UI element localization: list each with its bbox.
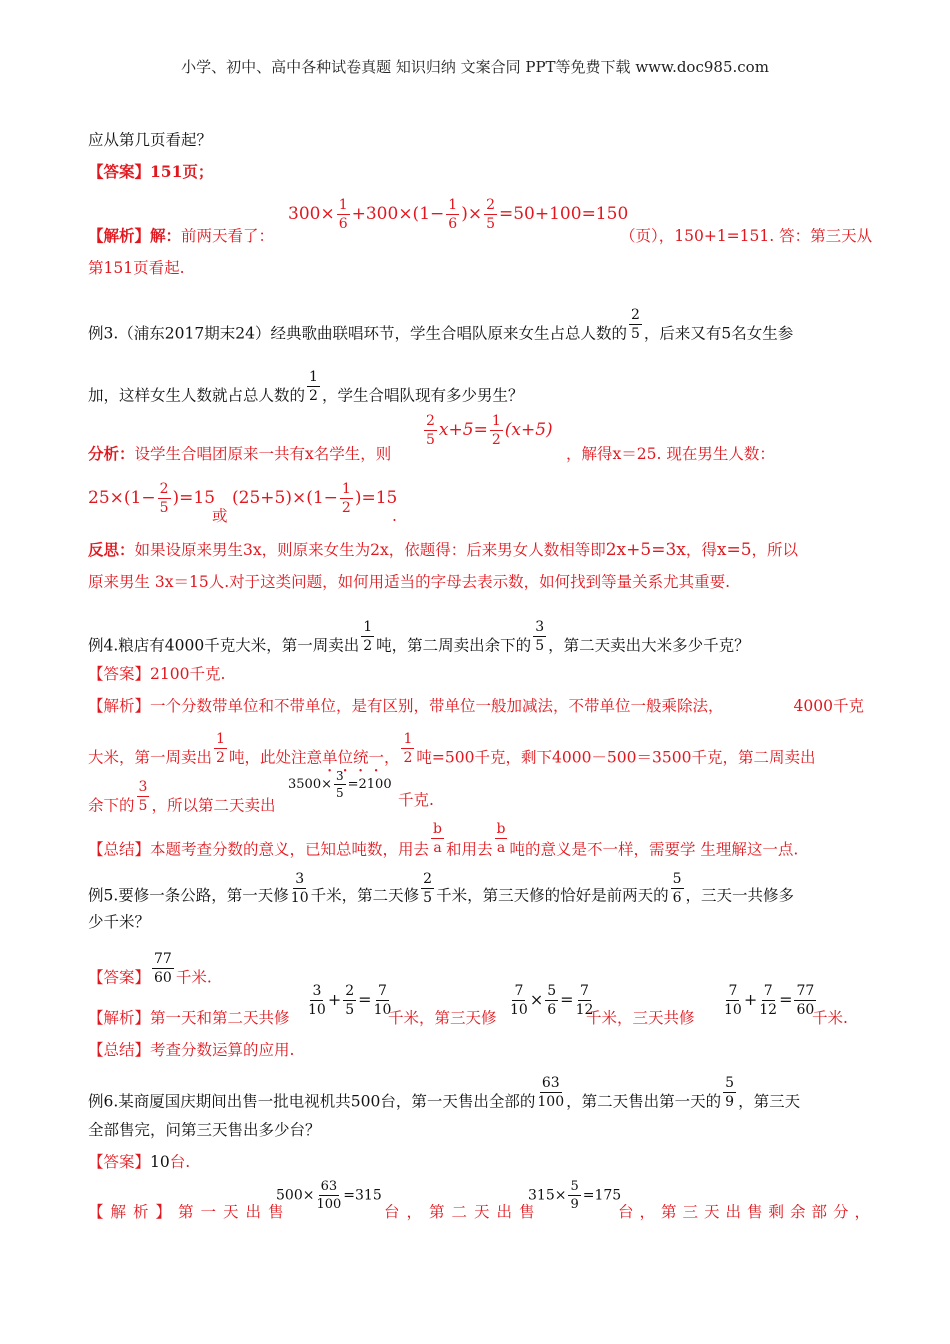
unit-kg: 千克. <box>398 791 434 809</box>
answer-line: 【答案】2100千克. <box>88 665 226 683</box>
summary-line: 【总结】考查分数运算的应用. <box>88 1041 295 1059</box>
solution-tag: 【解析】 <box>88 226 151 245</box>
question-line: 应从第几页看起？ <box>88 131 213 149</box>
example-3-line-1: 例3.（浦东2017期末24）经典歌曲联唱环节，学生合唱队原来女生占总人数的 $\frac{2}{5}$ ，后来又有5名女生参 <box>88 307 794 343</box>
answer-value: 151页； <box>150 162 214 181</box>
formula-third-day: $\frac{7}{10}$ × $\frac{5}{6}$ = $\frac{7}{12}$ <box>510 983 594 1018</box>
summary-line: 【总结】本题考查分数的意义，已知总吨数，用去 $\frac{b}{a}$ 和用去 $\frac{b}{a}$ 吨的意义是不一样，需要学 生理解这一点. <box>88 821 799 859</box>
solution-tail: 千米. <box>812 1009 848 1027</box>
solution-line: 【解析】第一天出售 <box>88 1203 291 1221</box>
formula-day-one: 500× $\frac{63}{100}$ =315 <box>276 1179 382 1212</box>
solution-line-tail: （页），150+1=151. 答：第三天从 <box>620 227 873 245</box>
example-5-line-1: 例5.要修一条公路，第一天修 $\frac{3}{10}$ 千米，第二天修 $\frac{2}{5}$ 千米，第三天修的恰好是前两天的 $\frac{5}{6}$ ，三天一共修多 <box>88 871 795 906</box>
answer-line: 【答案】10台. <box>88 1153 191 1171</box>
formula-men-2: (25+5)×(1− $\frac{1}{2}$ )=15 <box>232 481 398 516</box>
solution-mid: 台，第二天出售 <box>384 1203 542 1221</box>
formula-equation: $\frac{2}{5}$ x+5= $\frac{1}{2}$ (x+5) <box>426 413 553 448</box>
formula-total: $\frac{7}{10}$ + $\frac{7}{12}$ = $\frac{77}{60}$ <box>724 983 815 1018</box>
solution-line: 【解析】一个分数带单位和不带单位，是有区别，带单位一般加减法，不带单位一般乘除法， 4000千克 <box>88 697 864 715</box>
answer-line: 【答案】 $\frac{77}{60}$ 千米. <box>88 951 212 987</box>
reflection-line: 反思：如果设原来男生3x，则原来女生为2x，依题得：后来男女人数相等即2x+5=3x，得x=5，所以 <box>88 540 799 560</box>
page-header: 小学、初中、高中各种试卷真题 知识归纳 文案合同 PPT等免费下载 www.doc985.com <box>181 58 769 76</box>
reflection-line-2: 原来男生 3x＝15人.对于这类问题，如何用适当的字母去表示数，如何找到等量关系尤其重要. <box>88 573 731 591</box>
formula-first-two-days: $\frac{3}{10}$ + $\frac{2}{5}$ = $\frac{7}{10}$ <box>308 983 392 1018</box>
example-3-line-2: 加，这样女生人数就占总人数的 $\frac{1}{2}$ ，学生合唱队现有多少男生？ <box>88 369 524 405</box>
example-6-line-2: 全部售完，问第三天售出多少台？ <box>88 1121 321 1139</box>
solution-line-3: 余下的 $\frac{3}{5}$ ，所以第二天卖出 <box>88 779 276 815</box>
or-word: 或 <box>212 507 228 525</box>
solution-mid-2: 千米，三天共修 <box>586 1009 695 1027</box>
solution-tail: 台，第三天出售剩余部分， <box>618 1203 877 1221</box>
formula-remaining: 3500× $\frac{3}{5}$ =2100 <box>288 769 392 800</box>
formula-men-1: 25×(1− $\frac{2}{5}$ )=15 <box>88 481 216 516</box>
period: . <box>392 507 397 525</box>
answer-line <box>88 162 213 182</box>
reflection-tag: 反思： <box>88 540 135 559</box>
formula-pages: 300× $\frac{1}{6}$ +300×(1− $\frac{1}{6}$ )× $\frac{2}{5}$ =50+100=150 <box>288 197 629 232</box>
analysis-tag: 分析： <box>88 444 135 463</box>
solution-line: 【解析】第一天和第二天共修 <box>88 1009 290 1027</box>
emphasis-dotted: 单位统一 <box>321 748 384 767</box>
formula-day-two: 315× $\frac{5}{9}$ =175 <box>528 1179 622 1212</box>
analysis-line-tail: ，解得x＝25. 现在男生人数： <box>566 445 775 463</box>
example-4-line-1: 例4.粮店有4000千克大米，第一周卖出 $\frac{1}{2}$ 吨，第二周卖出余下的 $\frac{3}{5}$ ，第二天卖出大米多少千克？ <box>88 619 750 655</box>
example-5-line-2: 少千米？ <box>88 913 151 931</box>
solution-line-2: 第151页看起. <box>88 259 185 277</box>
solution-line-2: 大米，第一周卖出 $\frac{1}{2}$ 吨，此处注意单位统一， $\frac{1}{2}$ 吨=500千克，剩下4000－500＝3500千克，第二周卖出 <box>88 731 816 767</box>
analysis-line: 分析：设学生合唱团原来一共有x名学生，则 <box>88 444 392 463</box>
answer-tag: 【答案】 <box>88 162 151 181</box>
solution-line: 【解析】解：前两天看了： <box>88 226 275 245</box>
solution-mid: 千米，第三天修 <box>388 1009 497 1027</box>
example-6-line-1: 例6.某商厦国庆期间出售一批电视机共500台，第一天售出全部的 $\frac{63}{100}$ ，第二天售出第一天的 $\frac{5}{9}$ ，第三天 <box>88 1075 801 1111</box>
